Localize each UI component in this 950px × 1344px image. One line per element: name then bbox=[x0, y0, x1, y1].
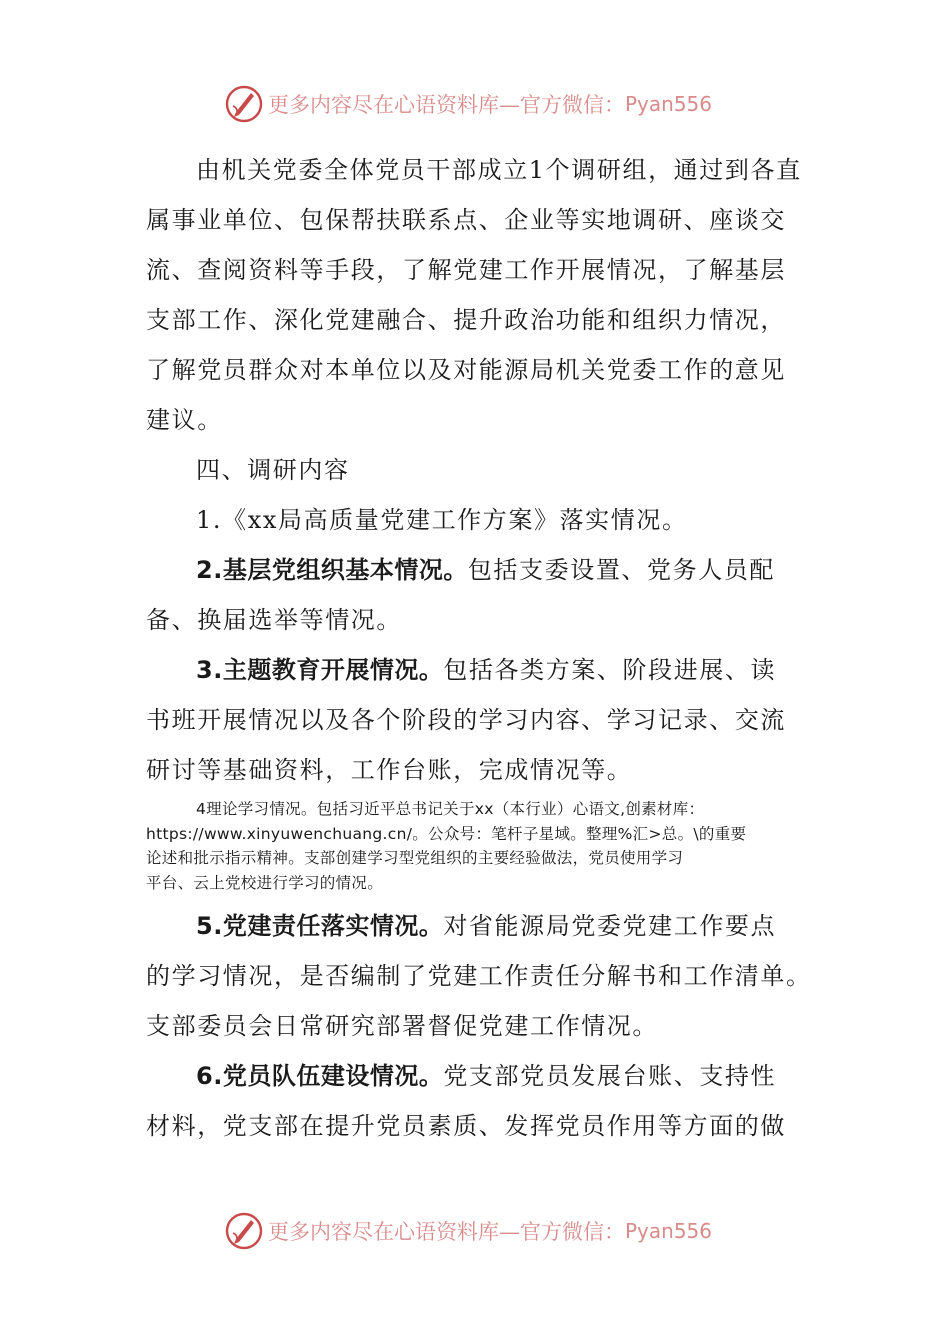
paragraph-line: 书班开展情况以及各个阶段的学习内容、学习记录、交流 bbox=[146, 706, 786, 734]
paragraph-line: 了解党员群众对本单位以及对能源局机关党委工作的意见 bbox=[146, 356, 786, 384]
header-banner bbox=[224, 82, 712, 126]
pen-quill-logo-icon bbox=[224, 84, 264, 124]
list-item-5 bbox=[146, 901, 810, 951]
banner-text: 更多内容尽在心语资料库—官方微信： bbox=[268, 1220, 625, 1244]
paragraph-line: 建议。 bbox=[146, 406, 223, 434]
small-line: https://www.xinyuwenchuang.cn/。公众号：笔杆子星域。整理%汇>总。\的重要 bbox=[146, 824, 747, 843]
paragraph-line: 支部委员会日常研究部署督促党建工作情况。 bbox=[146, 1012, 658, 1040]
list-item-4 bbox=[146, 795, 810, 901]
pen-quill-logo-icon bbox=[224, 1211, 264, 1251]
item-heading: 3.主题教育开展情况。 bbox=[196, 656, 444, 684]
section-heading: 四、调研内容 bbox=[196, 456, 350, 484]
paragraph-line: 备、换届选举等情况。 bbox=[146, 606, 402, 634]
small-line: 平台、云上党校进行学习的情况。 bbox=[146, 873, 384, 892]
item-text: 包括支委设置、党务人员配 bbox=[467, 556, 776, 584]
paragraph-line: 流、查阅资料等手段，了解党建工作开展情况，了解基层 bbox=[146, 256, 786, 284]
list-item-2 bbox=[146, 545, 810, 595]
item-text: 对省能源局党委党建工作要点 bbox=[443, 912, 777, 940]
document-body bbox=[146, 145, 810, 1151]
item-heading: 5.党建责任落实情况。 bbox=[196, 912, 444, 940]
small-line: 论述和批示指示精神。支部创建学习型党组织的主要经验做法，党员使用学习 bbox=[146, 849, 684, 867]
banner-text: 更多内容尽在心语资料库—官方微信： bbox=[268, 93, 625, 117]
paragraph-line: 属事业单位、包保帮扶联系点、企业等实地调研、座谈交 bbox=[146, 206, 786, 234]
paragraph-line: 支部工作、深化党建融合、提升政治功能和组织力情况， bbox=[146, 306, 786, 334]
list-item-3 bbox=[146, 645, 810, 695]
list-item-1: 1.《xx局高质量党建工作方案》落实情况。 bbox=[196, 506, 688, 534]
paragraph-line: 研讨等基础资料，工作台账，完成情况等。 bbox=[146, 756, 633, 784]
paragraph-line: 材料，党支部在提升党员素质、发挥党员作用等方面的做 bbox=[146, 1112, 786, 1140]
list-item-6 bbox=[146, 1051, 810, 1101]
banner-wechat-id: Pyan556 bbox=[625, 1219, 713, 1243]
banner-wechat-id: Pyan556 bbox=[625, 92, 713, 116]
footer-banner bbox=[224, 1209, 712, 1253]
item-heading: 2.基层党组织基本情况。 bbox=[196, 556, 468, 584]
small-line: 4理论学习情况。包括习近平总书记关于xx（本行业）心语文,创素材库： bbox=[196, 800, 705, 818]
item-heading: 6.党员队伍建设情况。 bbox=[196, 1062, 444, 1090]
paragraph-line: 由机关党委全体党员干部成立1个调研组，通过到各直 bbox=[196, 156, 802, 184]
item-text: 党支部党员发展台账、支持性 bbox=[443, 1062, 777, 1090]
paragraph-line: 的学习情况，是否编制了党建工作责任分解书和工作清单。 bbox=[146, 962, 812, 990]
item-text: 包括各类方案、阶段进展、读 bbox=[443, 656, 777, 684]
